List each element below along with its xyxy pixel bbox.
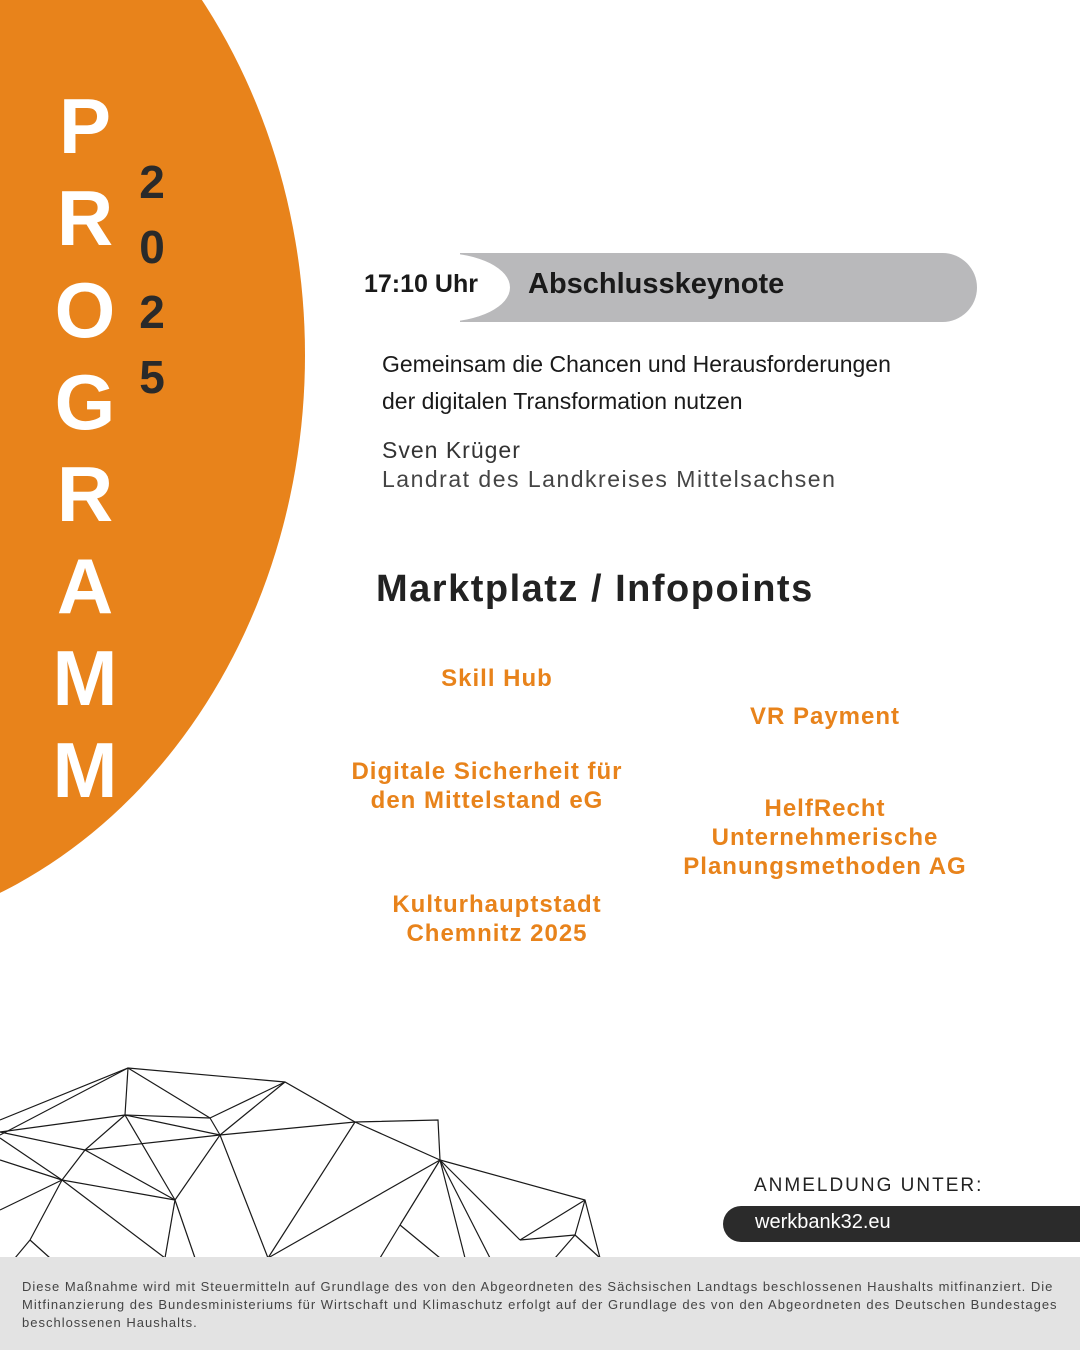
marketplace-heading: Marktplatz / Infopoints [376,568,814,610]
session-description-line: Gemeinsam die Chancen und Herausforderungen [382,351,891,377]
year-vertical [130,150,174,410]
title-letter: P [58,82,112,170]
speaker-role: Landrat des Landkreises Mittelsachsen [382,466,837,492]
booth-line: Planungsmethoden AG [683,853,967,880]
booth-line: HelfRecht [764,795,886,822]
booth-kulturhauptstadt [347,890,647,948]
booth-line: Unternehmerische [711,824,939,851]
session-description [382,346,1002,420]
session-time: 17:10 Uhr [364,270,478,298]
year-digit: 2 [139,286,165,338]
title-letter: M [52,634,118,722]
registration-url-link[interactable]: werkbank32.eu [755,1211,891,1233]
booth-digitale-sicherheit [322,757,652,815]
title-letter: A [56,542,114,630]
title-letter: R [56,174,114,262]
booth-line: Kulturhauptstadt [392,891,602,918]
year-digit: 5 [139,351,165,403]
registration-label: ANMELDUNG UNTER: [754,1175,984,1196]
booth-skill-hub [397,664,597,693]
funding-note: Diese Maßnahme wird mit Steuermitteln auf Grundlage des von den Abgeordneten des Sächsischen Landtags beschlossenen Haushalts mitfinanziert. Die Mitfinanzierung des Bundesministeriums für Wirtschaft und Klimaschutz erfolgt auf der Grundlage des von den Abgeordneten des Deutschen Bundestages beschlossenen Haushalts. [22,1279,1058,1330]
year-digit: 0 [139,221,165,273]
network-mesh-decoration [0,1060,610,1260]
booth-vr-payment [700,702,950,731]
booth-helfrecht [660,794,990,881]
booth-line: Digitale Sicherheit für [351,758,623,785]
title-letter: M [52,726,118,814]
title-letter: O [54,266,116,354]
title-letter: R [56,450,114,538]
booth-line: den Mittelstand eG [370,787,604,814]
year-digit: 2 [139,156,165,208]
program-vertical-title [40,80,130,816]
title-letter: G [54,358,116,446]
booth-line: Chemnitz 2025 [406,920,588,947]
session-description-line: der digitalen Transformation nutzen [382,388,743,414]
speaker-name: Sven Krüger [382,437,521,463]
booth-line: VR Payment [749,703,901,730]
booth-line: Skill Hub [441,665,553,692]
session-title: Abschlusskeynote [528,268,785,300]
